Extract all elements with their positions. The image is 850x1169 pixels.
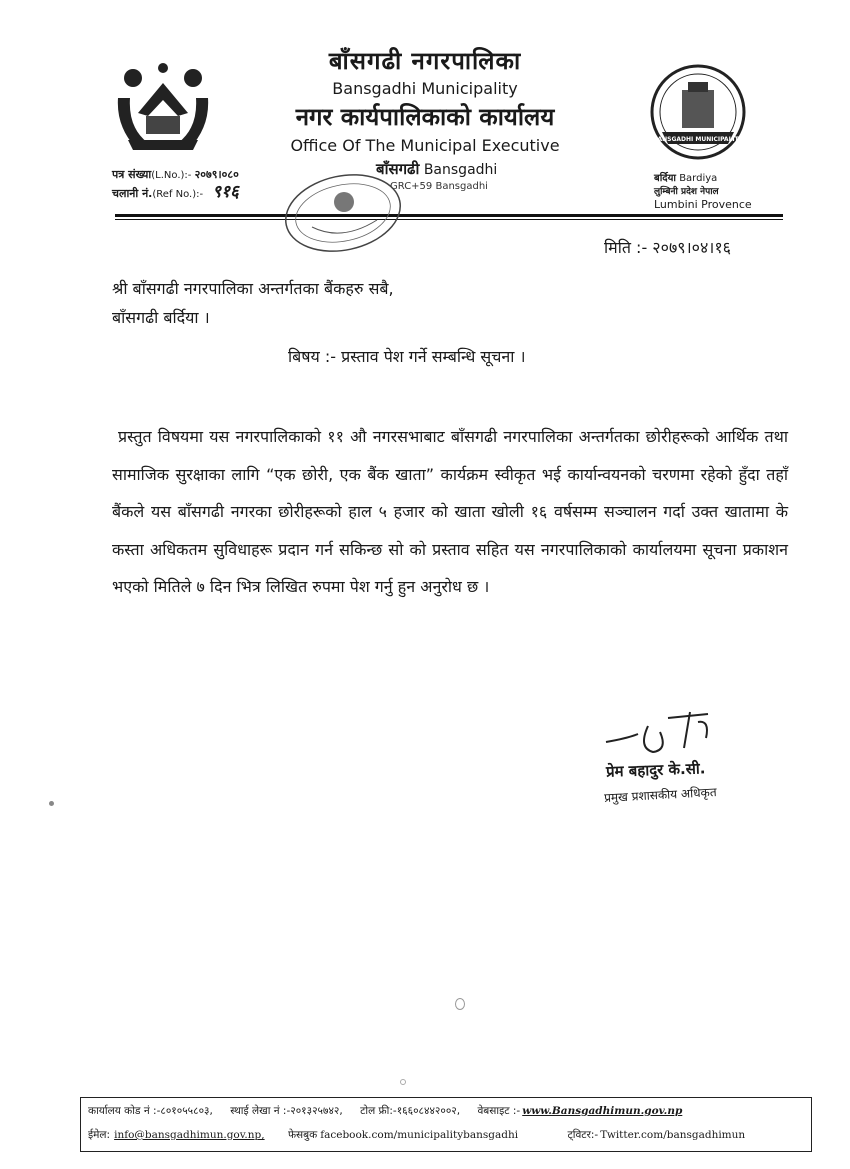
scan-speck [400, 1079, 406, 1085]
seal-text: BANSGADHI MUNICIPALITY [652, 136, 744, 143]
letter-number-en: (L.No.):- [151, 170, 192, 181]
footer-line-1 [88, 1104, 682, 1118]
plus-code: GRC+59 Bansgadhi [390, 181, 488, 192]
letter-body: प्रस्तुत विषयमा यस नगरपालिकाको ११ औ नगरसभाबाट बाँसगढी नगरपालिका अन्तर्गतका छोरीहरूको आर्थिक तथा सामाजिक सुरक्षाका लागि “एक छोरी, एक बैंक खाता” कार्यक्रम स्वीकृत भई कार्यान्वयनको चरणमा रहेको हुँदा तहाँ बैंकले यस बाँसगढी नगरका छोरीहरूको हाल ५ हजार को खाता खोली १६ वर्षसम्म सञ्चालन गर्दा उक्त खातामा के कस्ता अधिकतम सुविधाहरू प्रदान गर्न सकिन्छ सो को प्रस्ताव सहित यस नगरपालिकाको कार्यालयमा सूचना प्रकाशन भएको मितिले ७ दिन भित्र लिखित रुपमा पेश गर्नु हुन अनुरोध छ । [112, 427, 788, 596]
municipality-name-english: Bansgadhi Municipality [332, 79, 518, 98]
place-english: Bansgadhi [423, 162, 498, 178]
district-nepali: बर्दिया [654, 173, 676, 184]
province-nepali: लुम्बिनी प्रदेश नेपाल [654, 187, 719, 197]
office-code: कार्यालय कोड नं :-८०१०५५८०३, [88, 1105, 213, 1117]
email-link[interactable]: info@bansgadhimun.gov.np, [114, 1129, 265, 1141]
ref-number-value: ९१६ [212, 182, 239, 202]
province-english: Lumbini Provence [654, 198, 752, 211]
letter-date: मिति :- २०७९।०४।१६ [604, 238, 732, 257]
scan-speck [49, 801, 54, 806]
toll-free: टोल फ्री:-१६६०८४४२००२, [360, 1105, 461, 1117]
email-label: ईमेल: [88, 1129, 111, 1141]
district-line [654, 170, 717, 184]
place-nepali: बाँसगढी [376, 160, 420, 178]
letter-subject: बिषय :- प्रस्ताव पेश गर्ने सम्बन्धि सूचना । [288, 347, 526, 366]
header-rule-thick [115, 214, 783, 217]
municipality-name-nepali: बाँसगढी नगरपालिका [328, 46, 522, 75]
header-rule-thin [115, 219, 783, 220]
ref-number-label: चलानी नं. [112, 187, 153, 200]
scan-speck [455, 998, 465, 1010]
recipient-line-2: बाँसगढी बर्दिया । [112, 308, 210, 327]
twitter-label: ट्विटर:- [567, 1129, 599, 1141]
website-link[interactable]: www.Bansgadhimun.gov.np [522, 1105, 683, 1117]
signatory-name: प्रेम बहादुर के.सी. [605, 759, 706, 781]
recipient-line-1: श्री बाँसगढी नगरपालिका अन्तर्गतका बैंकहरु सबै, [112, 279, 394, 298]
reference-numbers [112, 167, 239, 203]
twitter-link[interactable]: Twitter.com/bansgadhimun [600, 1129, 746, 1141]
facebook-link[interactable]: facebook.com/municipalitybansgadhi [320, 1129, 519, 1141]
office-name-nepali: नगर कार्यपालिकाको कार्यालय [295, 102, 555, 131]
recipient-address [112, 274, 394, 332]
ref-number-row [112, 184, 239, 203]
footer-line-2 [88, 1128, 759, 1142]
ref-number-en: (Ref No.):- [152, 189, 204, 200]
website-label: वेबसाइट :- [477, 1105, 521, 1117]
district-english: Bardiya [679, 173, 718, 184]
letter-number-value: २०७९।०८० [194, 168, 239, 181]
office-stamp-icon [282, 172, 404, 254]
letter-number-label: पत्र संख्या [112, 168, 152, 181]
pan-number: स्थाई लेखा नं :-२०१३२५७४२, [230, 1105, 343, 1117]
facebook-label: फेसबुक [287, 1129, 318, 1141]
municipality-seal-icon [648, 62, 748, 166]
signatory-title: प्रमुख प्रशासकीय अधिकृत [603, 785, 717, 805]
office-name-english: Office Of The Municipal Executive [290, 136, 560, 155]
